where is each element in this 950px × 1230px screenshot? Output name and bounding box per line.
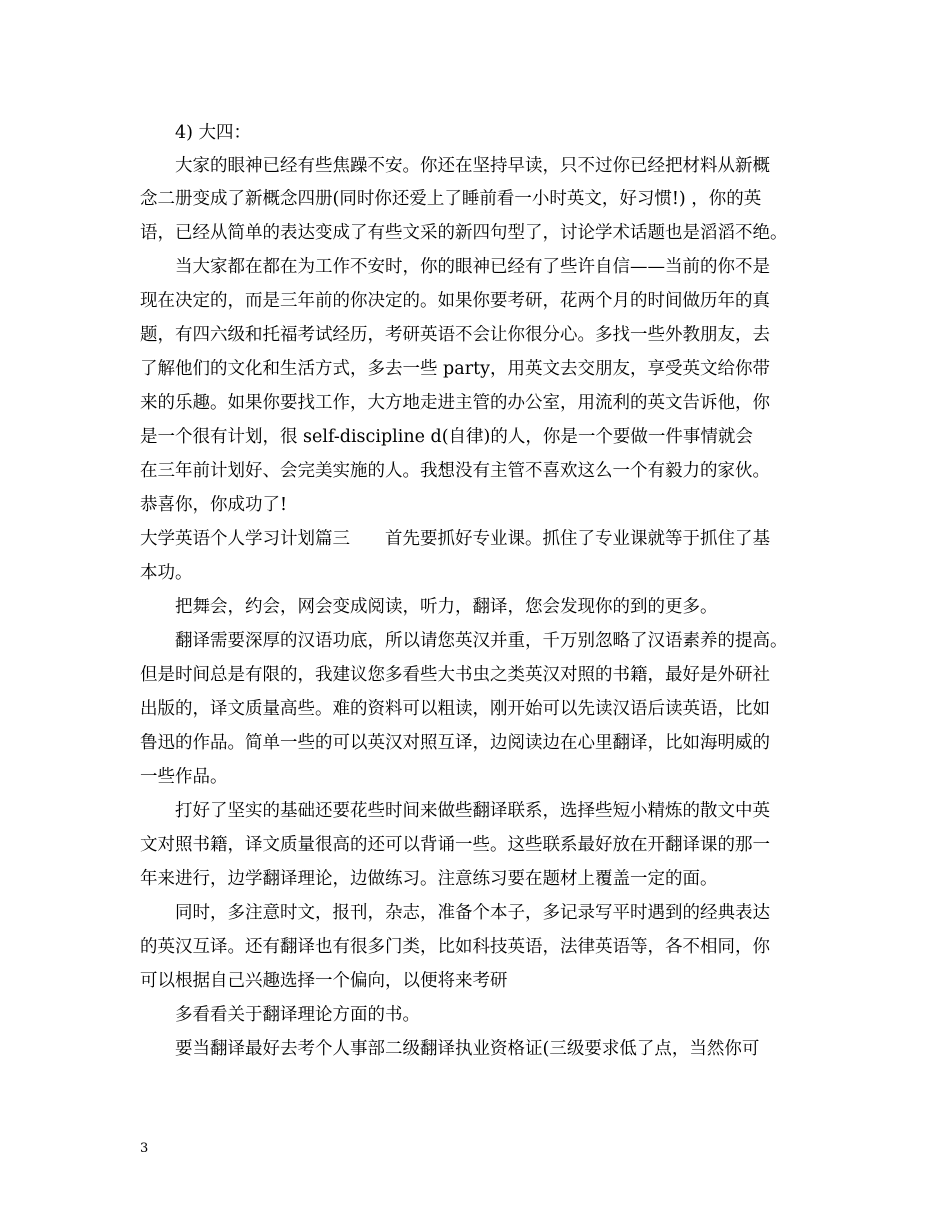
text-line: 现在决定的，而是三年前的你决定的。如果你要考研，花两个月的时间做历年的真 xyxy=(140,291,770,311)
text-line: 把舞会，约会，网会变成阅读，听力，翻译，您会发现你的到的更多。 xyxy=(175,597,718,617)
text-line: 大家的眼神已经有些焦躁不安。你还在坚持早读，只不过你已经把材料从新概 xyxy=(175,156,770,176)
page-number: 3 xyxy=(140,1141,149,1156)
text-line: 多看看关于翻译理论方面的书。 xyxy=(175,1005,420,1025)
section-heading-senior-year: 4) 大四： xyxy=(175,123,252,143)
text-line: 鲁迅的作品。简单一些的可以英汉对照互译，边阅读边在心里翻译，比如海明威的 xyxy=(140,733,770,753)
text-line: 题，有四六级和托福考试经历，考研英语不会让你很分心。多找一些外教朋友，去 xyxy=(140,325,770,345)
text-line: 打好了坚实的基础还要花些时间来做些翻译联系，选择些短小精炼的散文中英 xyxy=(175,801,770,821)
text-line: 文对照书籍，译文质量很高的还可以背诵一些。这些联系最好放在开翻译课的那一 xyxy=(140,835,770,855)
text-line: 是一个很有计划，很 self-discipline d(自律)的人，你是一个要做一件事情就会 xyxy=(140,427,753,447)
text-line: 的英汉互译。还有翻译也有很多门类，比如科技英语，法律英语等，各不相同，你 xyxy=(140,937,770,957)
text-line: 一些作品。 xyxy=(140,767,228,787)
text-line: 念二册变成了新概念四册(同时你还爱上了睡前看一小时英文，好习惯!) ，你的英 xyxy=(140,189,762,209)
text-line: 可以根据自己兴趣选择一个偏向，以便将来考研 xyxy=(140,971,508,991)
text-line: 来的乐趣。如果你要找工作，大方地走进主管的办公室，用流利的英文告诉他，你 xyxy=(140,393,770,413)
text-line: 但是时间总是有限的，我建议您多看些大书虫之类英汉对照的书籍，最好是外研社 xyxy=(140,665,770,685)
text-line: 年来进行，边学翻译理论，边做练习。注意练习要在题材上覆盖一定的面。 xyxy=(140,869,718,889)
text-line: 在三年前计划好、会完美实施的人。我想没有主管不喜欢这么一个有毅力的家伙。 xyxy=(140,461,770,481)
text-line: 当大家都在都在为工作不安时，你的眼神已经有了些许自信——当前的你不是 xyxy=(175,257,770,277)
section-title-line: 大学英语个人学习计划篇三 首先要抓好专业课。抓住了专业课就等于抓住了基 xyxy=(140,529,770,549)
text-line: 出版的，译文质量高些。难的资料可以粗读，刚开始可以先读汉语后读英语，比如 xyxy=(140,699,770,719)
text-line: 翻译需要深厚的汉语功底，所以请您英汉并重，千万别忽略了汉语素养的提高。 xyxy=(175,631,788,651)
text-line: 要当翻译最好去考个人事部二级翻译执业资格证(三级要求低了点，当然你可 xyxy=(175,1039,760,1059)
text-line: 同时，多注意时文，报刊，杂志，准备个本子，多记录写平时遇到的经典表达 xyxy=(175,903,770,923)
text-line: 恭喜你，你成功了! xyxy=(140,495,288,515)
text-line: 本功。 xyxy=(140,563,193,583)
text-line: 语，已经从简单的表达变成了有些文采的新四句型了，讨论学术话题也是滔滔不绝。 xyxy=(140,223,788,243)
text-line: 了解他们的文化和生活方式，多去一些 party，用英文去交朋友，享受英文给你带 xyxy=(140,359,770,379)
